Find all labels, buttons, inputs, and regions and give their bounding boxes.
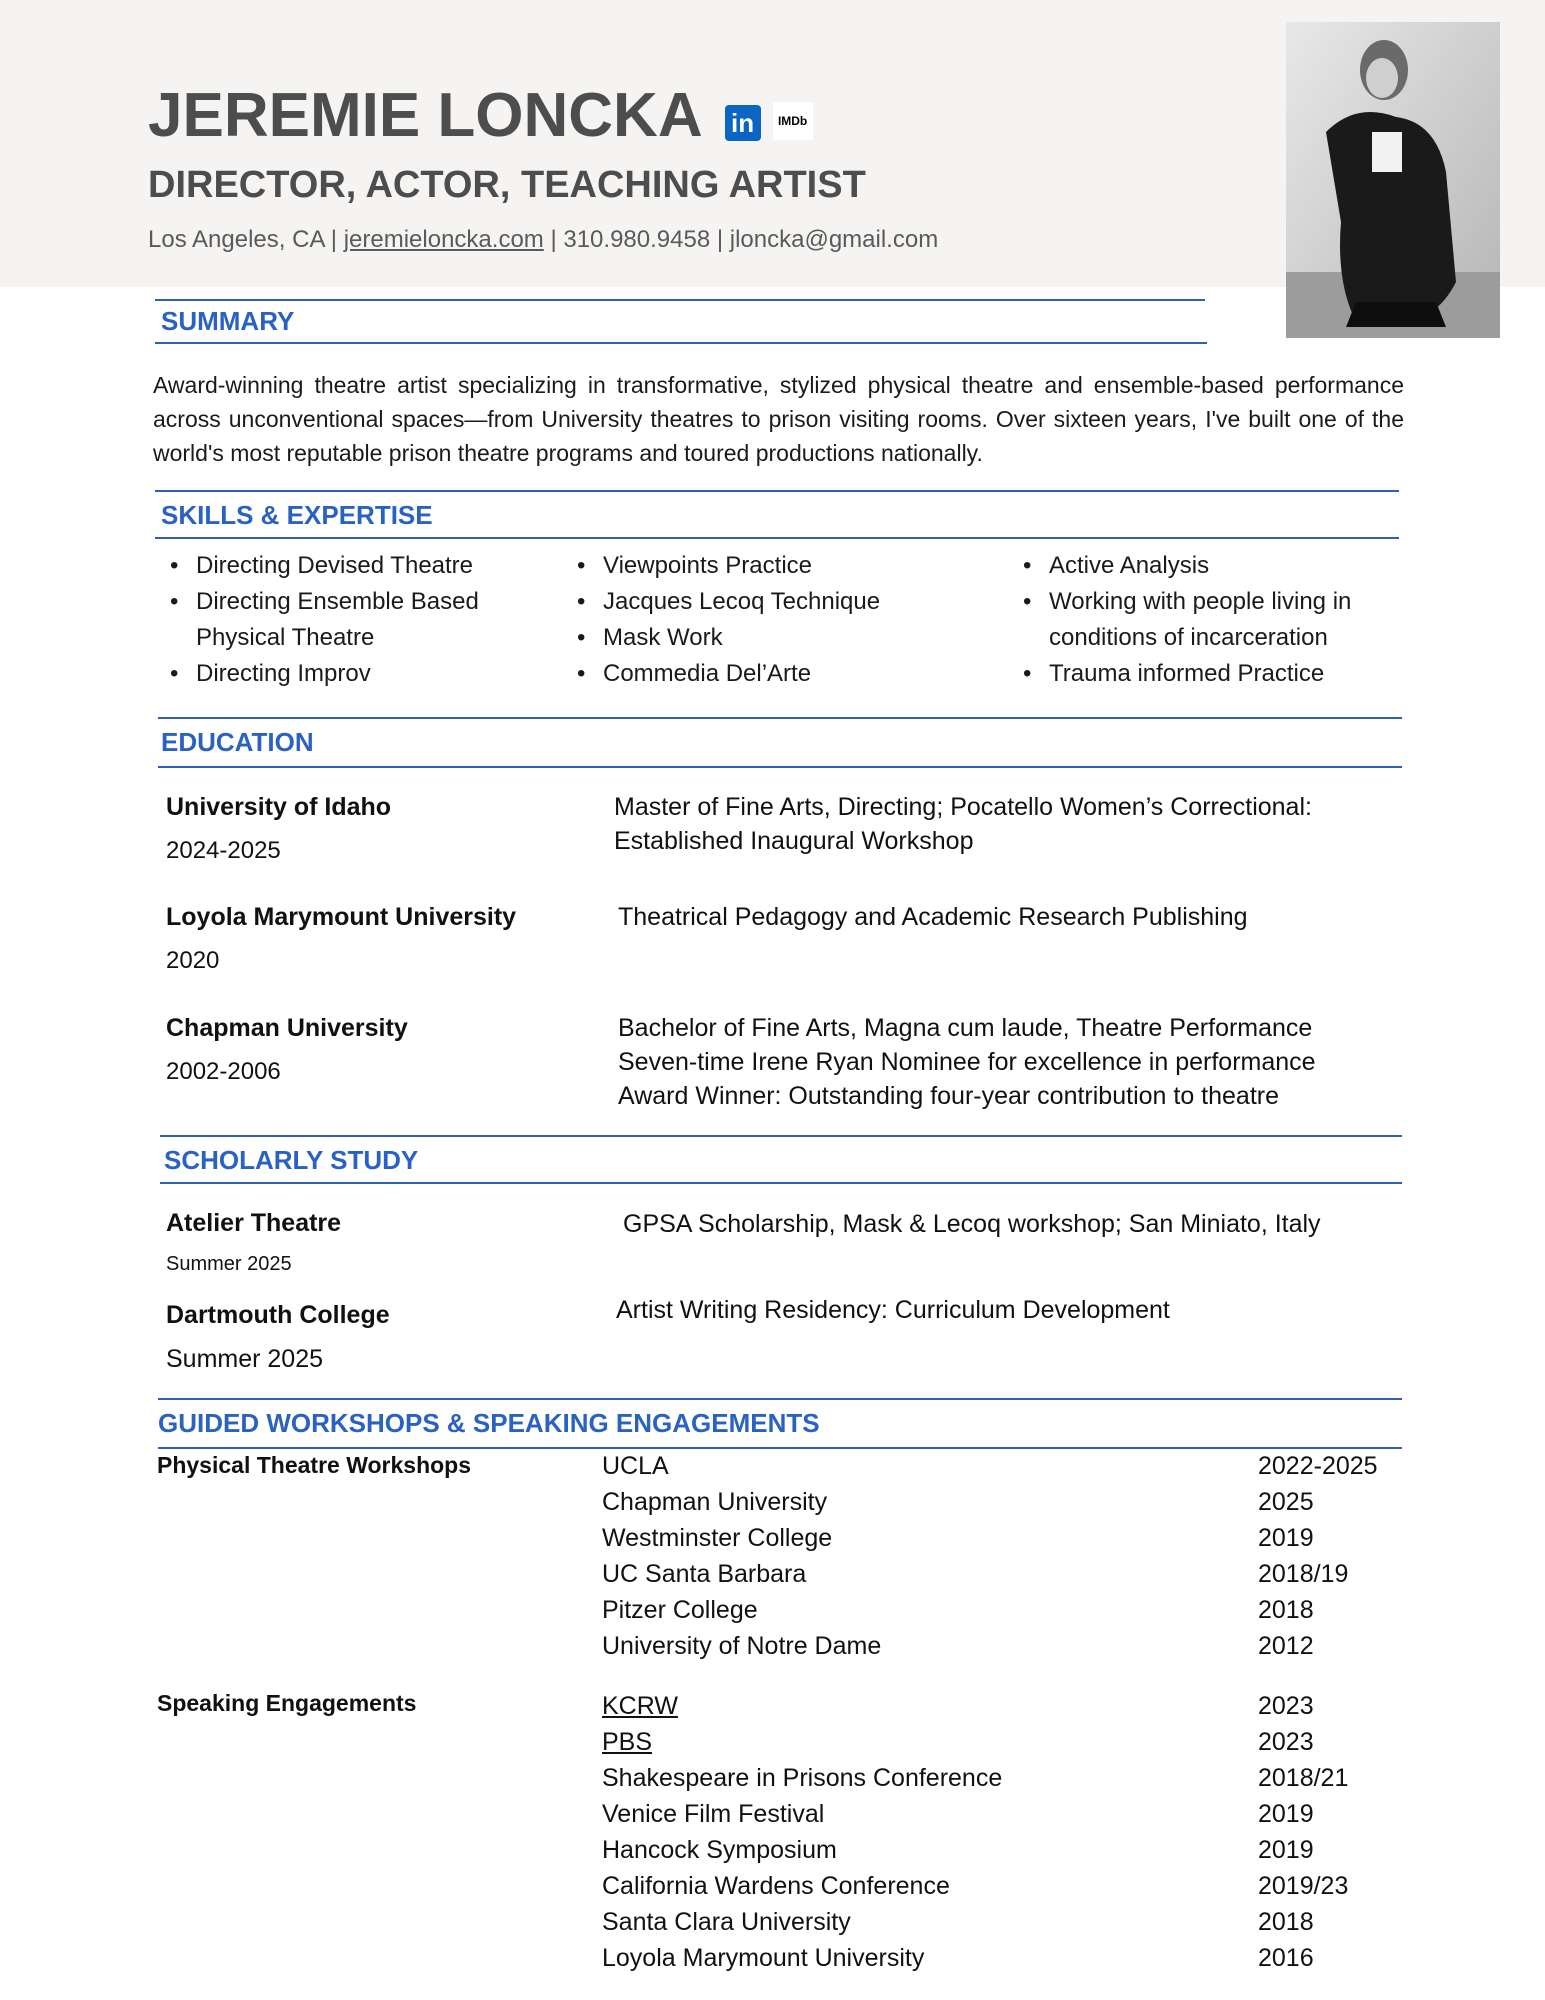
speaking-year: 2018/21 bbox=[1258, 1764, 1349, 1792]
location: Los Angeles, CA bbox=[148, 226, 325, 253]
speaking-year: 2019 bbox=[1258, 1836, 1314, 1864]
skill-item: • Jacques Lecoq Technique bbox=[573, 584, 973, 620]
skills-column-1 bbox=[166, 548, 526, 692]
education-detail-line: Master of Fine Arts, Directing; Pocatello Women’s Correctional: bbox=[614, 793, 1312, 821]
workshop-venue: University of Notre Dame bbox=[602, 1632, 882, 1660]
speaking-row bbox=[602, 1796, 1422, 1832]
workshop-venue: Pitzer College bbox=[602, 1596, 758, 1624]
skills-column-2 bbox=[573, 548, 973, 692]
speaking-row bbox=[602, 1688, 1422, 1724]
scholarly-dates: Summer 2025 bbox=[166, 1345, 324, 1373]
skill-item: • Active Analysis bbox=[1019, 548, 1399, 584]
speaking-venue: California Wardens Conference bbox=[602, 1872, 950, 1900]
email: jloncka@gmail.com bbox=[729, 226, 939, 253]
section-title-workshops: GUIDED WORKSHOPS & SPEAKING ENGAGEMENTS bbox=[158, 1408, 820, 1438]
education-details bbox=[614, 790, 1312, 858]
section-rule bbox=[155, 299, 1205, 301]
speaking-venue: Loyola Marymount University bbox=[602, 1944, 925, 1972]
section-title-scholarly: SCHOLARLY STUDY bbox=[164, 1145, 419, 1175]
skill-item: • Mask Work bbox=[573, 620, 973, 656]
speaking-year: 2019 bbox=[1258, 1800, 1314, 1828]
section-rule bbox=[160, 1182, 1402, 1184]
skill-item: • Commedia Del’Arte bbox=[573, 656, 973, 692]
name-row bbox=[148, 80, 813, 152]
education-detail-line: Bachelor of Fine Arts, Magna cum laude, Theatre Performance bbox=[618, 1014, 1313, 1042]
skill-item: • Viewpoints Practice bbox=[573, 548, 973, 584]
speaking-row bbox=[602, 1940, 1422, 1976]
speaking-row bbox=[602, 1724, 1422, 1760]
section-rule bbox=[158, 766, 1402, 768]
education-detail-line: Seven-time Irene Ryan Nominee for excellence in performance bbox=[618, 1048, 1316, 1076]
scholarly-details bbox=[616, 1293, 1170, 1327]
speaking-row bbox=[602, 1868, 1422, 1904]
workshop-row bbox=[602, 1520, 1422, 1556]
workshop-year: 2025 bbox=[1258, 1488, 1314, 1516]
scholarly-school: Dartmouth College bbox=[166, 1301, 390, 1329]
profile-photo-image bbox=[1286, 22, 1500, 338]
education-school: Chapman University bbox=[166, 1014, 408, 1042]
linkedin-icon[interactable]: in bbox=[725, 105, 761, 141]
education-school: University of Idaho bbox=[166, 793, 392, 821]
workshop-venue: UCLA bbox=[602, 1452, 669, 1480]
speaking-venue: Venice Film Festival bbox=[602, 1800, 825, 1828]
education-details bbox=[618, 900, 1248, 934]
skill-item: • Directing Improv bbox=[166, 656, 526, 692]
section-rule bbox=[155, 537, 1399, 539]
education-dates: 2002-2006 bbox=[166, 1058, 281, 1085]
education-detail-line: Established Inaugural Workshop bbox=[614, 827, 974, 855]
workshop-venue: UC Santa Barbara bbox=[602, 1560, 807, 1588]
workshop-row bbox=[602, 1484, 1422, 1520]
summary-text: Award-winning theatre artist specializing in transformative, stylized physical theatre and ensemble-based performance across unconventional spaces—from University theatres to prison visiting rooms. Over sixteen years, I've built one of the world's most reputable prison theatre programs and toured productions nationally. bbox=[153, 372, 1404, 466]
speaking-year: 2023 bbox=[1258, 1728, 1314, 1756]
scholarly-detail-line: GPSA Scholarship, Mask & Lecoq workshop; San Miniato, Italy bbox=[623, 1210, 1321, 1238]
separator: | bbox=[543, 226, 564, 253]
speaking-venue: Shakespeare in Prisons Conference bbox=[602, 1764, 1003, 1792]
headline: DIRECTOR, ACTOR, TEACHING ARTIST bbox=[148, 164, 866, 206]
separator: | bbox=[710, 226, 730, 253]
skills-column-3 bbox=[1019, 548, 1399, 692]
workshop-list bbox=[602, 1448, 1422, 1664]
section-rule bbox=[160, 1135, 1402, 1137]
scholarly-detail-line: Artist Writing Residency: Curriculum Development bbox=[616, 1296, 1170, 1324]
speaking-category: Speaking Engagements bbox=[157, 1690, 417, 1716]
section-title-skills: SKILLS & EXPERTISE bbox=[161, 500, 433, 530]
speaking-list bbox=[602, 1688, 1422, 1976]
workshop-year: 2012 bbox=[1258, 1632, 1314, 1660]
workshop-venue: Westminster College bbox=[602, 1524, 833, 1552]
imdb-icon[interactable]: IMDb bbox=[773, 102, 813, 140]
scholarly-school: Atelier Theatre bbox=[166, 1209, 342, 1237]
workshop-year: 2022-2025 bbox=[1258, 1452, 1378, 1480]
website-link[interactable]: jeremieloncka.com bbox=[343, 226, 544, 253]
speaking-venue: Santa Clara University bbox=[602, 1908, 851, 1936]
phone: 310.980.9458 bbox=[563, 226, 711, 253]
skill-item: • Working with people living in conditions of incarceration bbox=[1019, 584, 1399, 656]
skill-item: • Trauma informed Practice bbox=[1019, 656, 1399, 692]
workshop-row bbox=[602, 1592, 1422, 1628]
profile-photo bbox=[1286, 22, 1500, 338]
education-detail-line: Award Winner: Outstanding four-year contribution to theatre bbox=[618, 1082, 1279, 1110]
workshop-category: Physical Theatre Workshops bbox=[157, 1452, 472, 1478]
section-rule bbox=[158, 717, 1402, 719]
speaking-year: 2023 bbox=[1258, 1692, 1314, 1720]
education-details bbox=[618, 1011, 1316, 1113]
speaking-venue: Hancock Symposium bbox=[602, 1836, 837, 1864]
section-rule bbox=[158, 1398, 1402, 1400]
education-dates: 2024-2025 bbox=[166, 837, 281, 864]
speaking-year: 2018 bbox=[1258, 1908, 1314, 1936]
skill-item: • Directing Ensemble Based Physical Theatre bbox=[166, 584, 526, 656]
education-detail-line: Theatrical Pedagogy and Academic Research Publishing bbox=[618, 903, 1248, 931]
speaking-venue-link[interactable]: PBS bbox=[602, 1728, 653, 1756]
speaking-row bbox=[602, 1760, 1422, 1796]
section-rule bbox=[155, 342, 1207, 344]
workshop-row bbox=[602, 1628, 1422, 1664]
speaking-venue-link[interactable]: KCRW bbox=[602, 1692, 678, 1720]
workshop-year: 2018/19 bbox=[1258, 1560, 1349, 1588]
workshop-row bbox=[602, 1556, 1422, 1592]
section-title-summary: SUMMARY bbox=[161, 306, 295, 336]
workshop-row bbox=[602, 1448, 1422, 1484]
education-dates: 2020 bbox=[166, 947, 220, 974]
speaking-row bbox=[602, 1904, 1422, 1940]
workshop-year: 2019 bbox=[1258, 1524, 1314, 1552]
scholarly-dates: Summer 2025 bbox=[166, 1253, 292, 1275]
scholarly-details bbox=[623, 1207, 1321, 1241]
speaking-year: 2016 bbox=[1258, 1944, 1314, 1972]
skill-item: • Directing Devised Theatre bbox=[166, 548, 526, 584]
section-rule bbox=[155, 490, 1399, 492]
candidate-name: JEREMIE LONCKA bbox=[148, 81, 703, 150]
section-title-education: EDUCATION bbox=[161, 727, 314, 757]
education-school: Loyola Marymount University bbox=[166, 903, 517, 931]
separator: | bbox=[324, 226, 344, 253]
speaking-year: 2019/23 bbox=[1258, 1872, 1349, 1900]
contact-line bbox=[148, 226, 938, 254]
workshop-year: 2018 bbox=[1258, 1596, 1314, 1624]
speaking-row bbox=[602, 1832, 1422, 1868]
workshop-venue: Chapman University bbox=[602, 1488, 828, 1516]
